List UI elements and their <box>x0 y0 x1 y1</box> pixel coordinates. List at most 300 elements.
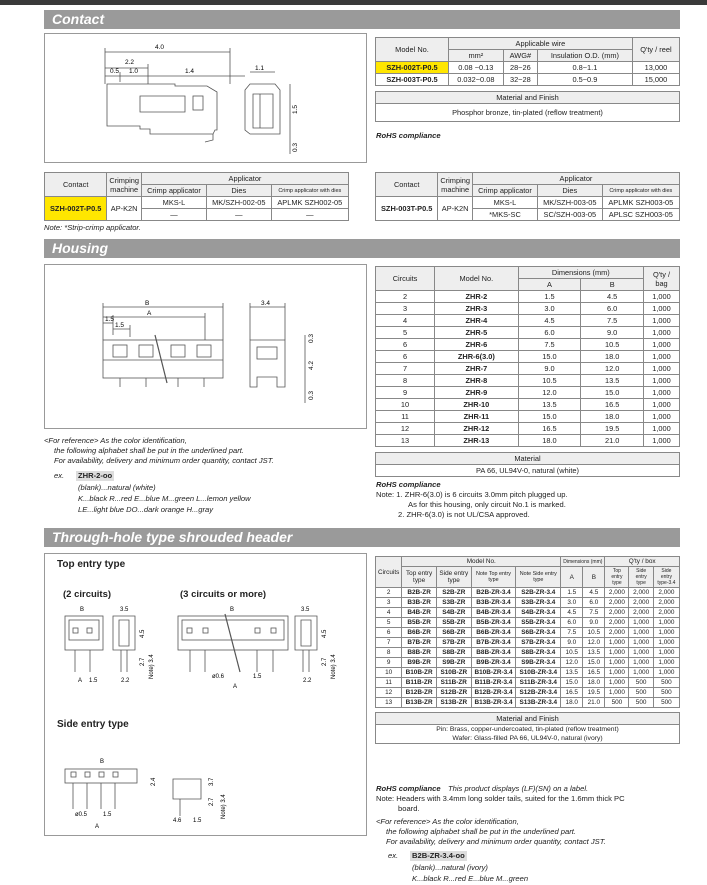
th-qty: Q'ty / reel <box>632 38 679 62</box>
cell: S12B-ZR-3.4 <box>516 688 561 698</box>
dim-a: A <box>147 310 152 317</box>
th-side: Side entry type <box>436 567 471 588</box>
table-row <box>376 315 680 327</box>
three-circuits-title: (3 circuits or more) <box>180 589 267 600</box>
cell: S5B-ZR-3.4 <box>516 618 561 628</box>
th-contact: Contact <box>376 173 438 197</box>
cell: B6B-ZR <box>402 628 437 638</box>
housing-table <box>375 266 680 477</box>
cell: 9 <box>376 387 435 399</box>
th-applicable: Applicable wire <box>449 38 633 50</box>
cell: 21.0 <box>583 698 605 708</box>
cell: 12 <box>376 423 435 435</box>
cell: MK/SZH-003-05 <box>538 197 603 209</box>
cell: B9B-ZR <box>402 658 437 668</box>
cell: 1,000 <box>644 351 680 363</box>
dim-2-2: 2.2 <box>121 678 130 684</box>
cell: 3 <box>376 303 435 315</box>
th-b: B <box>583 567 605 588</box>
housing-ref-5: K...black R...red E...blue M...green L...lemon yellow <box>78 494 251 503</box>
cell: 6 <box>376 351 435 363</box>
cell: 16.5 <box>581 399 644 411</box>
cell: 1,000 <box>653 618 679 628</box>
cell: SZH-002T-P0.5 <box>376 62 449 74</box>
th-model: Model No. <box>376 38 449 62</box>
cell: 12.0 <box>583 638 605 648</box>
cell: 1,000 <box>605 658 629 668</box>
table-row <box>376 411 680 423</box>
dim-1-5: 1.5 <box>292 104 299 114</box>
dim-b: B <box>80 607 85 613</box>
th-dims: Dimensions (mm) <box>561 557 605 567</box>
dim-1-5: 1.5 <box>89 678 98 684</box>
th-a: A <box>561 567 583 588</box>
cell: 11 <box>376 411 435 423</box>
cell: AP-K2N <box>107 197 142 221</box>
cell: 11 <box>376 678 402 688</box>
cell: 1,000 <box>629 638 653 648</box>
material-text-2: Wafer: Glass-filled PA 66, UL94V-0, natural (ivory) <box>376 734 680 744</box>
th-top: Top entry type <box>402 567 437 588</box>
cell: 13,000 <box>632 62 679 74</box>
material-header: Material <box>376 453 680 465</box>
housing-ref-6: LE...light blue DO...dark orange H...gray <box>78 505 214 514</box>
cell: 6.0 <box>518 327 581 339</box>
cell: APLSC SZH003-05 <box>602 209 679 221</box>
housing-drawing <box>44 264 367 429</box>
dim-2-2-2: 2.2 <box>303 678 312 684</box>
th-mm2: mm² <box>449 50 504 62</box>
cell: 1,000 <box>629 668 653 678</box>
cell: 15.0 <box>583 658 605 668</box>
dim-4-6: 4.6 <box>173 818 182 824</box>
cell: S10B-ZR <box>436 668 471 678</box>
cell: 21.0 <box>581 435 644 447</box>
cell: 1,000 <box>629 628 653 638</box>
cell: — <box>141 209 206 221</box>
section-title-through-hole: Through-hole type shrouded header <box>44 528 680 547</box>
cell: B4B-ZR-3.4 <box>471 608 516 618</box>
table-row <box>376 375 680 387</box>
th-awg: AWG# <box>503 50 537 62</box>
material-header: Material and Finish <box>376 92 680 104</box>
th-crimp-app: Crimp applicator <box>472 185 537 197</box>
cell: 4 <box>376 608 402 618</box>
dim-1-5-b: 1.5 <box>115 322 125 329</box>
cell: SZH-003T-P0.5 <box>376 74 449 86</box>
table-row <box>376 668 680 678</box>
housing-note-3: 2. ZHR-6(3.0) is not UL/CSA approved. <box>398 510 530 519</box>
cell: 12 <box>376 688 402 698</box>
dim-note-3-4: Note) 3.4 <box>149 654 155 679</box>
table-row <box>376 698 680 708</box>
cell: 10.5 <box>561 648 583 658</box>
header-drawing <box>44 553 367 836</box>
cell: B7B-ZR-3.4 <box>471 638 516 648</box>
cell: 13 <box>376 435 435 447</box>
th-qty: Q'ty / box <box>605 557 680 567</box>
cell: S13B-ZR-3.4 <box>516 698 561 708</box>
dim-b: B <box>145 300 150 307</box>
th-crimp-dies: Crimp applicator with dies <box>602 185 679 197</box>
cell: 500 <box>629 688 653 698</box>
cell: B11B-ZR-3.4 <box>471 678 516 688</box>
table-row <box>45 197 349 209</box>
cell: 13.5 <box>561 668 583 678</box>
cell: 7.5 <box>518 339 581 351</box>
cell: 7.5 <box>561 628 583 638</box>
table-row <box>376 339 680 351</box>
dim-b-2: B <box>230 607 235 613</box>
header-ref-ex: ex. <box>388 851 399 860</box>
th-q-side: Side entry type <box>629 567 653 588</box>
dim-2-7-2: 2.7 <box>322 657 328 666</box>
cell: 2,000 <box>605 618 629 628</box>
table-row <box>376 435 680 447</box>
th-note-top: Note Top entry type <box>471 567 516 588</box>
cell: APLMK SZH003-05 <box>602 197 679 209</box>
table-row <box>376 74 680 86</box>
cell: SZH-002T-P0.5 <box>45 197 107 221</box>
cell: SC/SZH-003-05 <box>538 209 603 221</box>
material-text-1: Pin: Brass, copper-undercoated, tin-plated (reflow treatment) <box>376 725 680 735</box>
cell: 0.032~0.08 <box>449 74 504 86</box>
th-a: A <box>518 279 581 291</box>
dim-note-3-4-2: Note) 3.4 <box>331 654 337 679</box>
cell: 13.5 <box>583 648 605 658</box>
cell: 1.5 <box>561 588 583 598</box>
cell: 16.5 <box>518 423 581 435</box>
cell: 15.0 <box>581 387 644 399</box>
cell: 1,000 <box>644 375 680 387</box>
cell: 2,000 <box>653 608 679 618</box>
cell: 2,000 <box>629 588 653 598</box>
cell: B7B-ZR <box>402 638 437 648</box>
cell: 16.5 <box>561 688 583 698</box>
cell: B4B-ZR <box>402 608 437 618</box>
cell: 1,000 <box>644 399 680 411</box>
cell: B11B-ZR <box>402 678 437 688</box>
cell: 10.5 <box>583 628 605 638</box>
table-row <box>376 628 680 638</box>
th-applicator: Applicator <box>472 173 679 185</box>
table-row <box>376 62 680 74</box>
header-table <box>375 556 680 744</box>
cell: B5B-ZR <box>402 618 437 628</box>
cell: 18.0 <box>518 435 581 447</box>
cell: ZHR-11 <box>435 411 519 423</box>
dim-0-3: 0.3 <box>292 142 299 152</box>
th-circuits: Circuits <box>376 267 435 291</box>
header-ref-1: <For reference> As the color identification, <box>376 817 519 826</box>
cell: 4.5 <box>518 315 581 327</box>
cell: 1,000 <box>629 618 653 628</box>
contact-drawing-svg <box>45 34 366 162</box>
cell: B12B-ZR-3.4 <box>471 688 516 698</box>
cell: S2B-ZR <box>436 588 471 598</box>
cell: 2,000 <box>629 608 653 618</box>
cell: ZHR-13 <box>435 435 519 447</box>
table-row <box>376 363 680 375</box>
cell: MKS-L <box>472 197 537 209</box>
material-text: PA 66, UL94V-0, natural (white) <box>376 465 680 477</box>
cell: 1,000 <box>653 648 679 658</box>
dim-1-5-a: 1.5 <box>105 316 115 323</box>
th-note-side: Note Side entry type <box>516 567 561 588</box>
contact-note: Note: *Strip-crimp applicator. <box>44 223 141 232</box>
table-row <box>376 598 680 608</box>
cell: — <box>271 209 348 221</box>
cell: MK/SZH-002-05 <box>207 197 272 209</box>
th-applicator: Applicator <box>141 173 348 185</box>
cell: 13.5 <box>518 399 581 411</box>
cell: 1,000 <box>605 648 629 658</box>
cell: B5B-ZR-3.4 <box>471 618 516 628</box>
table-row <box>376 291 680 303</box>
cell: B12B-ZR <box>402 688 437 698</box>
two-circuits-title: (2 circuits) <box>63 589 112 600</box>
dim-a-3: A <box>95 824 100 830</box>
cell: 1,000 <box>644 411 680 423</box>
th-dims: Dimensions (mm) <box>518 267 643 279</box>
cell: 12.0 <box>561 658 583 668</box>
cell: 18.0 <box>581 411 644 423</box>
cell: S6B-ZR-3.4 <box>516 628 561 638</box>
cell: 9.0 <box>561 638 583 648</box>
cell: 6.0 <box>561 618 583 628</box>
cell: ZHR-6 <box>435 339 519 351</box>
cell: 1,000 <box>644 327 680 339</box>
cell: 6.0 <box>583 598 605 608</box>
cell: 18.0 <box>583 678 605 688</box>
cell: 19.5 <box>583 688 605 698</box>
cell: 4 <box>376 315 435 327</box>
cell: 500 <box>653 698 679 708</box>
cell: 4.5 <box>581 291 644 303</box>
th-q-top: Top entry type <box>605 567 629 588</box>
cell: 2 <box>376 291 435 303</box>
header-rohs: RoHS compliance <box>376 784 441 793</box>
cell: S10B-ZR-3.4 <box>516 668 561 678</box>
th-od: Insulation O.D. (mm) <box>538 50 633 62</box>
cell: S8B-ZR <box>436 648 471 658</box>
cell: 12.0 <box>581 363 644 375</box>
table-row <box>376 588 680 598</box>
cell: S3B-ZR <box>436 598 471 608</box>
cell: S3B-ZR-3.4 <box>516 598 561 608</box>
cell: ZHR-4 <box>435 315 519 327</box>
cell: 4.5 <box>583 588 605 598</box>
top-border <box>0 0 707 5</box>
cell: 3.0 <box>561 598 583 608</box>
cell: S11B-ZR <box>436 678 471 688</box>
material-text: Phosphor bronze, tin-plated (reflow treatment) <box>376 104 680 122</box>
table-row <box>376 387 680 399</box>
dim-4-5: 4.5 <box>140 629 146 638</box>
cell: 13 <box>376 698 402 708</box>
dim-2-7: 2.7 <box>140 657 146 666</box>
cell: 32~28 <box>503 74 537 86</box>
cell: 10.5 <box>581 339 644 351</box>
dim-4-2: 4.2 <box>308 360 315 370</box>
cell: 1,000 <box>653 628 679 638</box>
dim-2-4: 2.4 <box>151 777 157 786</box>
cell: — <box>207 209 272 221</box>
cell: S5B-ZR <box>436 618 471 628</box>
cell: MKS-L <box>141 197 206 209</box>
cell: 1,000 <box>644 291 680 303</box>
cell: 500 <box>653 688 679 698</box>
cell: 6 <box>376 628 402 638</box>
housing-ref-part: ZHR-2-oo <box>78 471 113 480</box>
cell: 7.5 <box>581 315 644 327</box>
cell: S9B-ZR <box>436 658 471 668</box>
dim-4-5-2: 4.5 <box>322 629 328 638</box>
section-title-housing: Housing <box>44 239 680 258</box>
cell: B8B-ZR <box>402 648 437 658</box>
cell: 500 <box>605 698 629 708</box>
cell: 6 <box>376 339 435 351</box>
cell: 8 <box>376 375 435 387</box>
cell: B3B-ZR-3.4 <box>471 598 516 608</box>
header-drawing-svg <box>45 554 366 835</box>
cell: 18.0 <box>581 351 644 363</box>
cell: ZHR-9 <box>435 387 519 399</box>
cell: 10.5 <box>518 375 581 387</box>
table-row <box>376 638 680 648</box>
cell: S11B-ZR-3.4 <box>516 678 561 688</box>
cell: 2,000 <box>605 608 629 618</box>
dim-2-2: 2.2 <box>125 59 135 66</box>
cell: 19.5 <box>581 423 644 435</box>
cell: B13B-ZR <box>402 698 437 708</box>
section-title-contact: Contact <box>44 10 680 29</box>
contact-rohs: RoHS compliance <box>376 131 441 140</box>
cell: 1,000 <box>629 648 653 658</box>
cell: 1,000 <box>653 658 679 668</box>
cell: 1,000 <box>605 688 629 698</box>
cell: 9 <box>376 658 402 668</box>
cell: S7B-ZR-3.4 <box>516 638 561 648</box>
th-crimp-app: Crimp applicator <box>141 185 206 197</box>
cell: S2B-ZR-3.4 <box>516 588 561 598</box>
cell: 10 <box>376 668 402 678</box>
dim-1-4: 1.4 <box>185 68 195 75</box>
dim-0-3-a: 0.3 <box>308 333 315 343</box>
dim-2-7-3: 2.7 <box>209 797 215 806</box>
dim-a-2: A <box>233 684 238 690</box>
cell: 7 <box>376 363 435 375</box>
cell: 9.0 <box>518 363 581 375</box>
table-row <box>376 197 680 209</box>
cell: 0.5~0.9 <box>538 74 633 86</box>
th-dies: Dies <box>207 185 272 197</box>
cell: 1,000 <box>644 423 680 435</box>
cell: 15.0 <box>518 411 581 423</box>
dim-1-1: 1.1 <box>255 65 265 72</box>
header-ref-2: the following alphabet shall be put in the underlined part. <box>386 827 576 836</box>
table-row <box>376 608 680 618</box>
contact-wire-table <box>375 37 680 122</box>
housing-ref-2: the following alphabet shall be put in the underlined part. <box>54 446 244 455</box>
th-q-side34: Side entry type-3.4 <box>653 567 679 588</box>
dim-a: A <box>78 678 83 684</box>
cell: 1,000 <box>644 339 680 351</box>
cell: 2 <box>376 588 402 598</box>
cell: 1,000 <box>644 387 680 399</box>
header-ref-4: (blank)...natural (ivory) <box>412 863 488 872</box>
cell: S8B-ZR-3.4 <box>516 648 561 658</box>
cell: 1,000 <box>644 303 680 315</box>
cell: 0.8~1.1 <box>538 62 633 74</box>
cell: 9.0 <box>583 618 605 628</box>
table-row <box>376 648 680 658</box>
th-crimp-dies: Crimp applicator with dies <box>271 185 348 197</box>
cell: 13.5 <box>581 375 644 387</box>
header-ref-part: B2B-ZR-3.4-oo <box>412 851 465 860</box>
cell: 500 <box>629 678 653 688</box>
th-model: Model No. <box>402 557 561 567</box>
dim-4-0: 4.0 <box>155 44 165 51</box>
cell: 500 <box>653 678 679 688</box>
dim-dia-0-6: ø0.6 <box>212 674 225 680</box>
cell: S12B-ZR <box>436 688 471 698</box>
cell: 1,000 <box>605 678 629 688</box>
cell: 5 <box>376 618 402 628</box>
cell: ZHR-2 <box>435 291 519 303</box>
cell: 15,000 <box>632 74 679 86</box>
table-row <box>376 303 680 315</box>
cell: 12.0 <box>518 387 581 399</box>
cell: 16.5 <box>583 668 605 678</box>
dim-note-3-4-3: Note) 3.4 <box>221 794 227 819</box>
dim-1-5-4: 1.5 <box>193 818 202 824</box>
table-row <box>376 678 680 688</box>
dim-1-5-3: 1.5 <box>103 812 112 818</box>
cell: APLMK SZH002-05 <box>271 197 348 209</box>
cell: S9B-ZR-3.4 <box>516 658 561 668</box>
header-ref-5: K...black R...red E...blue M...green <box>412 874 529 883</box>
th-qty: Q'ty / bag <box>644 267 680 291</box>
cell: B13B-ZR-3.4 <box>471 698 516 708</box>
dim-1-0: 1.0 <box>129 68 139 75</box>
cell: B8B-ZR-3.4 <box>471 648 516 658</box>
header-note-2: board. <box>398 804 420 813</box>
cell: ZHR-6(3.0) <box>435 351 519 363</box>
table-row <box>376 351 680 363</box>
contact-applicator-table-2 <box>375 172 680 221</box>
th-dies: Dies <box>538 185 603 197</box>
dim-3-5-2: 3.5 <box>301 607 310 613</box>
dim-3-4: 3.4 <box>261 300 271 307</box>
header-rohs-text: This product displays (LF)(SN) on a label. <box>448 784 589 793</box>
cell: 2,000 <box>605 598 629 608</box>
cell: S6B-ZR <box>436 628 471 638</box>
top-entry-title: Top entry type <box>57 559 126 570</box>
housing-ref-4: (blank)...natural (white) <box>78 483 156 492</box>
cell: B10B-ZR-3.4 <box>471 668 516 678</box>
table-row <box>376 658 680 668</box>
cell: ZHR-5 <box>435 327 519 339</box>
cell: 1,000 <box>653 668 679 678</box>
housing-rohs: RoHS compliance <box>376 480 441 489</box>
cell: 1,000 <box>644 315 680 327</box>
cell: S4B-ZR <box>436 608 471 618</box>
housing-drawing-svg <box>45 265 366 428</box>
cell: B6B-ZR-3.4 <box>471 628 516 638</box>
housing-ref-1: <For reference> As the color identification, <box>44 436 187 445</box>
cell: B3B-ZR <box>402 598 437 608</box>
